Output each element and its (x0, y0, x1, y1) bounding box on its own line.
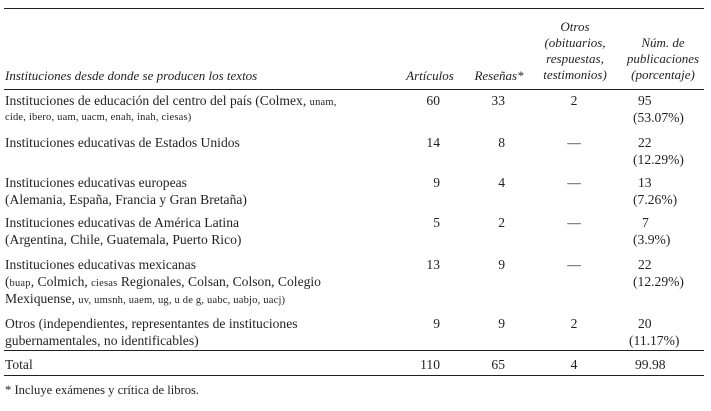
total-reviews: 65 (491, 357, 505, 372)
row-articles: 9 (433, 316, 440, 331)
footnote: * Incluye exámenes y crítica de libros. (5, 383, 200, 397)
header-publications-line: (porcentaje) (631, 67, 695, 82)
header-others-line: respuestas, (546, 51, 604, 66)
row-institution-line: cide, ibero, uam, uacm, enah, inah, ciesas) (5, 112, 192, 123)
row-count: 22 (638, 257, 652, 272)
total-rule (4, 350, 704, 351)
row-reviews: 2 (498, 215, 505, 230)
header-rule (4, 89, 704, 90)
row-others: — (567, 135, 581, 150)
row-articles: 14 (426, 135, 440, 150)
row-reviews: 9 (498, 316, 505, 331)
row-institution-line: Otros (independientes, representantes de instituciones (5, 316, 298, 331)
row-institution-line: Instituciones educativas mexicanas (5, 257, 197, 272)
row-count: 7 (642, 215, 649, 230)
header-others-line: Otros (560, 19, 590, 34)
row-others: — (567, 175, 581, 190)
header-reviews: Reseñas* (474, 68, 524, 83)
row-reviews: 8 (498, 135, 505, 150)
row-percent: (53.07%) (633, 110, 684, 125)
row-percent: (11.17%) (629, 333, 680, 348)
row-others: 2 (570, 93, 578, 108)
row-institution-line: (buap, Colmich, ciesas Regionales, Colsan, Colson, Colegio (5, 274, 321, 289)
row-reviews: 9 (498, 257, 505, 272)
row-articles: 60 (426, 93, 440, 108)
header-articles: Artículos (406, 68, 454, 83)
row-others: 2 (570, 316, 578, 331)
row-institution-line: (Argentina, Chile, Guatemala, Puerto Rico) (5, 232, 242, 247)
row-others: — (567, 257, 581, 272)
row-institution-line: Instituciones de educación del centro del país (Colmex, unam, (5, 93, 337, 108)
bottom-rule (4, 375, 704, 376)
row-others: — (567, 215, 581, 230)
header-others-line: testimonios) (543, 67, 607, 82)
row-articles: 9 (433, 175, 440, 190)
row-institution-line: Instituciones educativas de Estados Unidos (5, 135, 240, 150)
row-percent: (7.26%) (633, 192, 678, 207)
row-count: 22 (638, 135, 652, 150)
row-count: 13 (638, 175, 652, 190)
header-others-line: (obituarios, (544, 35, 606, 50)
row-reviews: 4 (498, 175, 505, 190)
row-percent: (12.29%) (633, 274, 684, 289)
row-percent: (12.29%) (633, 152, 684, 167)
top-rule (4, 8, 704, 9)
total-articles: 110 (420, 357, 440, 372)
total-others: 4 (570, 357, 578, 372)
row-institution-line: Mexiquense, uv, umsnh, uaem, ug, u de g, uabc, uabjo, uacj) (5, 291, 286, 306)
row-institution-line: Instituciones educativas de América Latina (5, 215, 240, 230)
row-institution-line: Instituciones educativas europeas (5, 175, 187, 190)
row-articles: 5 (433, 215, 440, 230)
row-percent: (3.9%) (633, 232, 671, 247)
row-institution-line: (Alemania, España, Francia y Gran Bretaña) (5, 192, 247, 207)
row-institution-line: gubernamentales, no identificables) (5, 333, 199, 348)
row-count: 20 (638, 316, 652, 331)
header-institution: Instituciones desde donde se producen los textos (5, 68, 258, 83)
total-count: 99.98 (635, 357, 666, 372)
row-articles: 13 (426, 257, 440, 272)
header-publications-line: publicaciones (626, 51, 700, 66)
header-publications-line: Núm. de (641, 35, 685, 50)
total-label: Total (5, 357, 33, 372)
row-reviews: 33 (491, 93, 505, 108)
row-count: 95 (638, 93, 652, 108)
